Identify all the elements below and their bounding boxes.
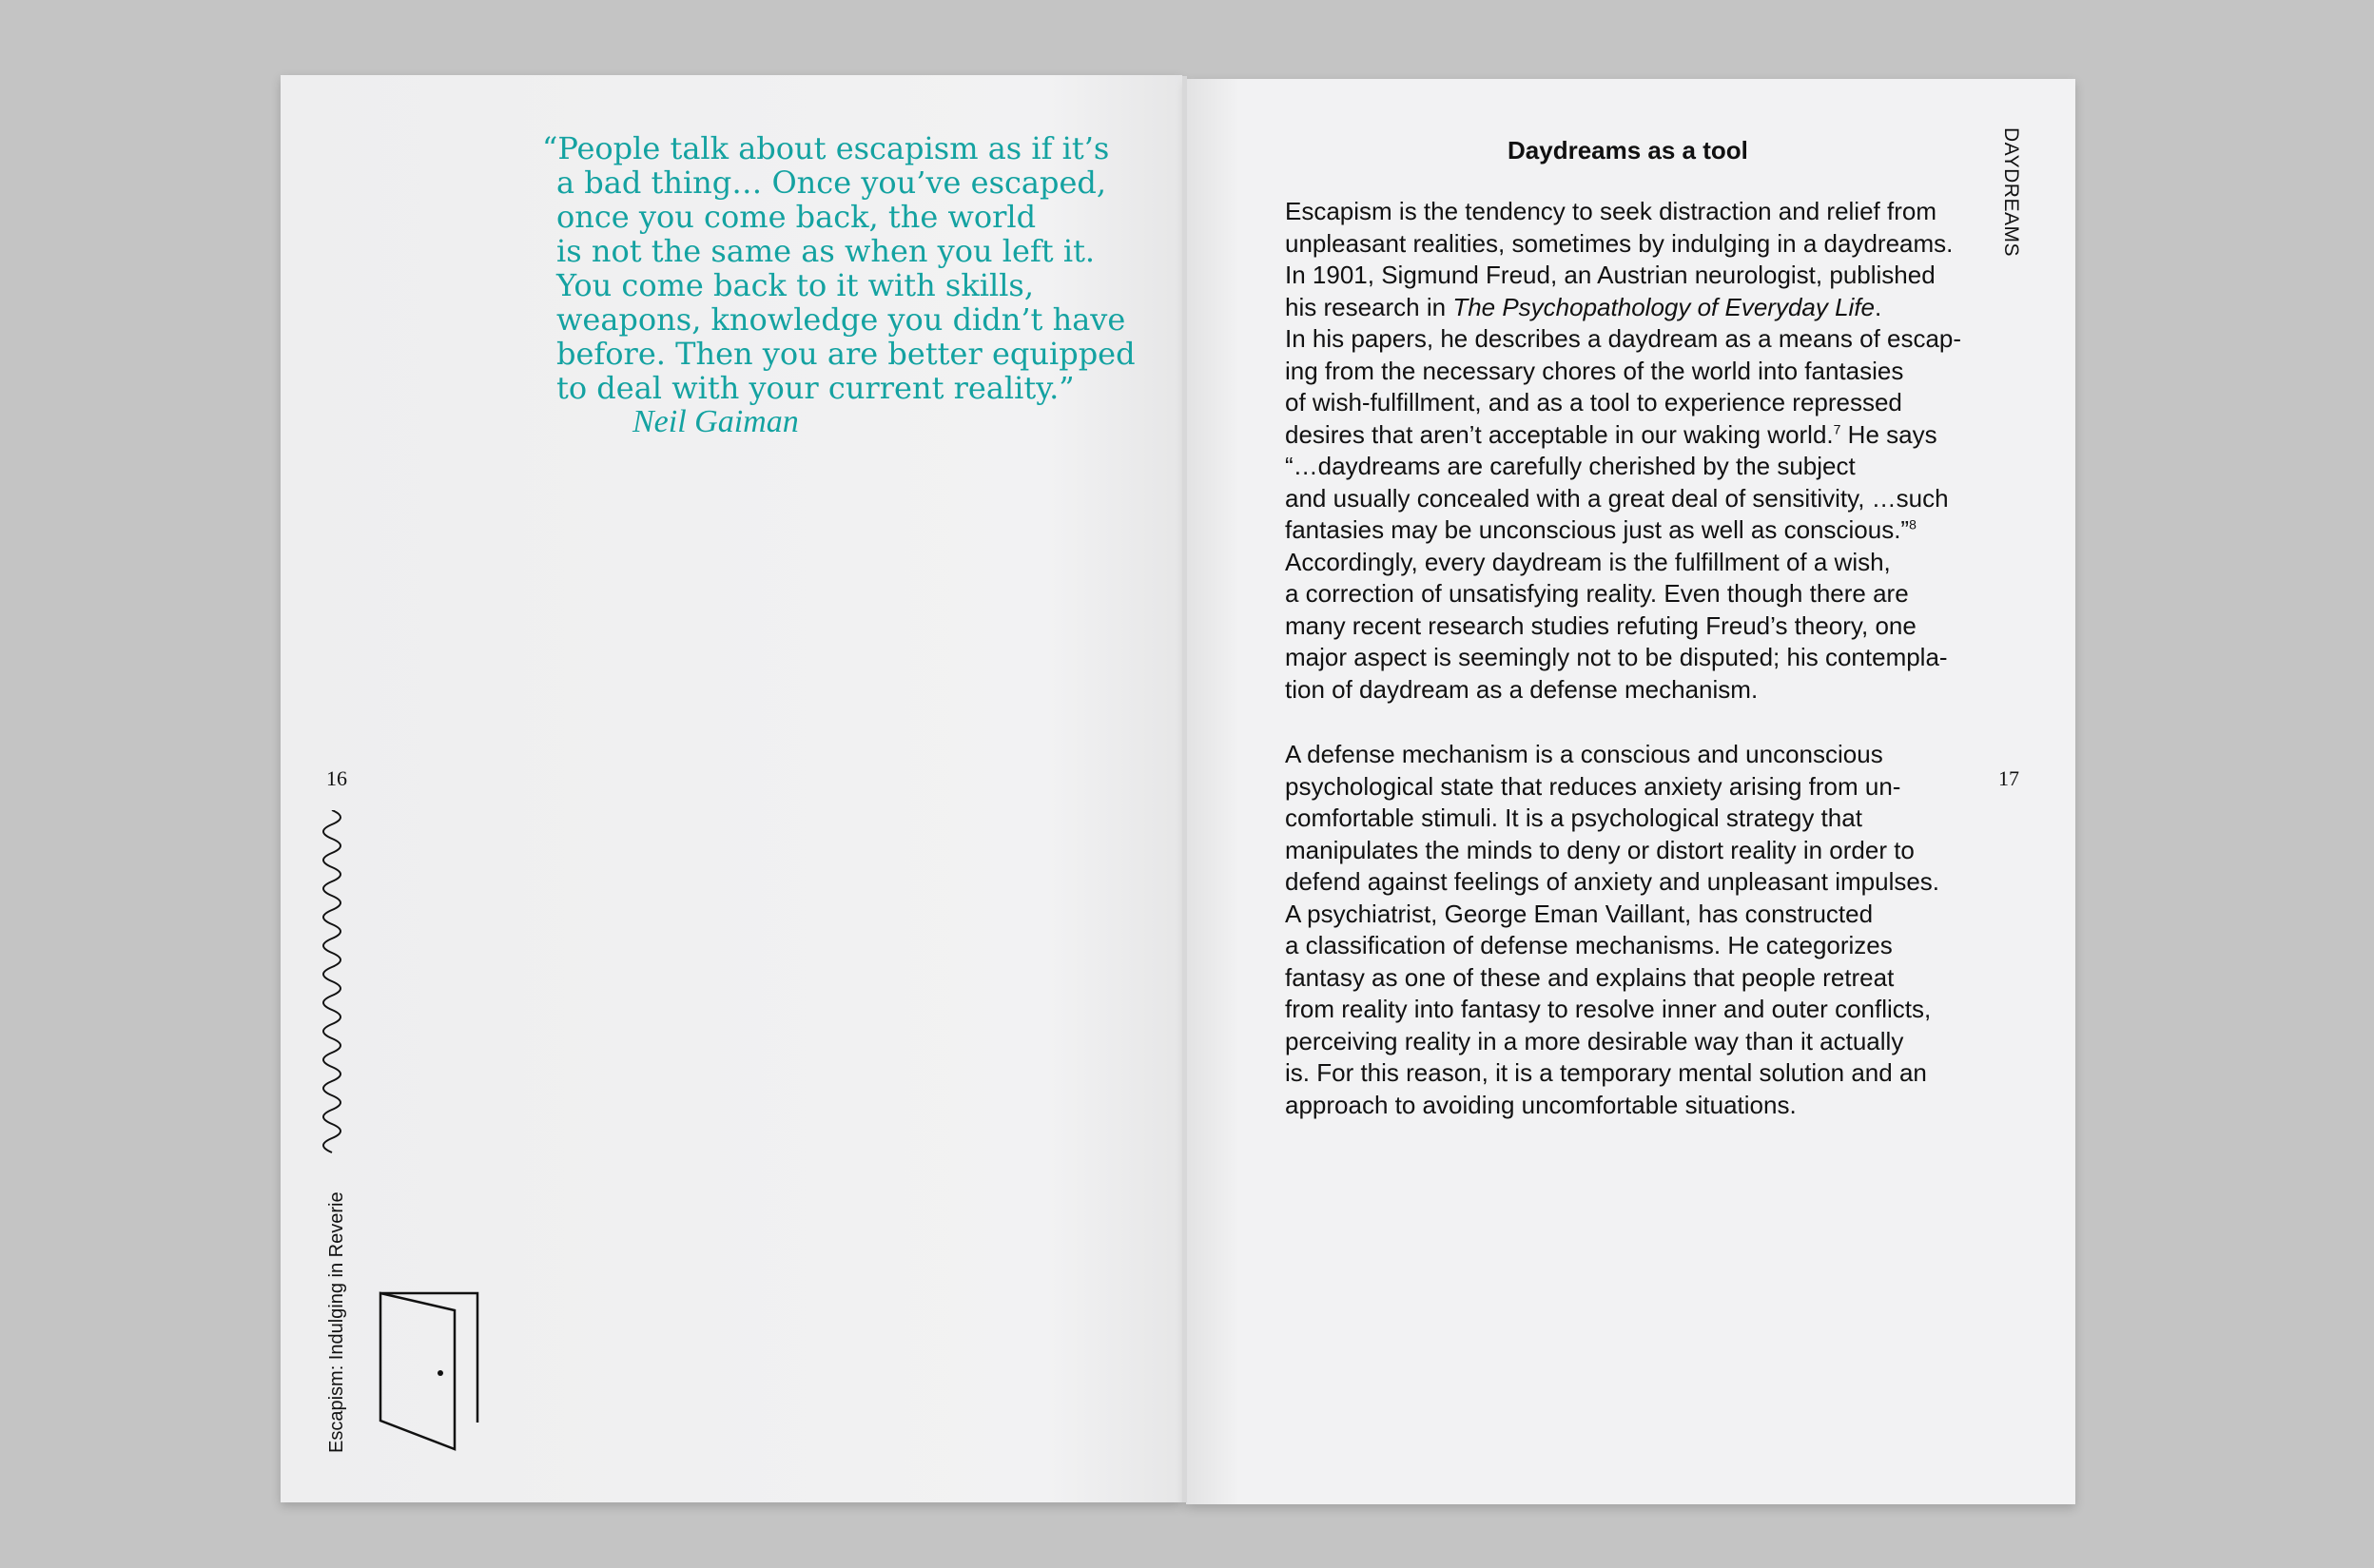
- quote-line: “People talk about escapism as if it’s: [542, 130, 1110, 166]
- text-run: fantasies may be unconscious just as well as conscious.”: [1285, 515, 1910, 544]
- body-paragraph-2: [1285, 739, 1984, 1121]
- text-line: Escapism is the tendency to seek distraction and relief from: [1285, 197, 1936, 225]
- quote-line: to deal with your current reality.”: [556, 370, 1075, 406]
- quote-author: Neil Gaiman: [632, 404, 799, 439]
- text-line: [1285, 292, 1984, 324]
- quote-line: weapons, knowledge you didn’t have: [556, 301, 1126, 338]
- quote-line: before. Then you are better equipped: [556, 336, 1136, 372]
- text-line: a classification of defense mechanisms. He categorizes: [1285, 931, 1893, 959]
- quote-line: is not the same as when you left it.: [556, 233, 1096, 269]
- text-line: defend against feelings of anxiety and unpleasant impulses.: [1285, 867, 1940, 896]
- text-run: desires that aren’t acceptable in our waking world.: [1285, 419, 1834, 449]
- text-line: In 1901, Sigmund Freud, an Austrian neurologist, published: [1285, 261, 1936, 289]
- text-line: a correction of unsatisfying reality. Even though there are: [1285, 579, 1909, 608]
- text-line: psychological state that reduces anxiety arising from un-: [1285, 771, 1901, 801]
- text-line: In his papers, he describes a daydream as a means of escap-: [1285, 324, 1962, 353]
- page-number-left: 16: [326, 766, 347, 790]
- text-line: manipulates the minds to deny or distort reality in order to: [1285, 835, 1915, 864]
- text-line: tion of daydream as a defense mechanism.: [1285, 674, 1759, 704]
- quote-line: once you come back, the world: [556, 199, 1037, 235]
- text-line: comfortable stimuli. It is a psychological strategy that: [1285, 803, 1862, 832]
- text-line: and usually concealed with a great deal of sensitivity, …such: [1285, 483, 1949, 513]
- text-run: He says: [1840, 419, 1937, 449]
- text-line: perceiving reality in a more desirable way than it actually: [1285, 1026, 1904, 1055]
- pull-quote: [542, 130, 1136, 439]
- quote-line: You come back to it with skills,: [556, 267, 1035, 303]
- book-spine: [1182, 76, 1187, 1502]
- book-title: The Psychopathology of Everyday Life: [1452, 292, 1876, 321]
- running-title: Escapism: Indulging in Reverie: [326, 1191, 347, 1453]
- text-line: of wish-fulfillment, and as a tool to experience repressed: [1285, 388, 1902, 416]
- text-line: A psychiatrist, George Eman Vaillant, has constructed: [1285, 899, 1874, 928]
- text-run: .: [1875, 292, 1882, 321]
- quote-line: a bad thing… Once you’ve escaped,: [556, 165, 1107, 201]
- text-line: approach to avoiding uncomfortable situations.: [1285, 1090, 1797, 1119]
- text-run: his research in: [1285, 292, 1453, 321]
- text-line: is. For this reason, it is a temporary mental solution and an: [1285, 1058, 1927, 1087]
- text-line: ing from the necessary chores of the world into fantasies: [1285, 356, 1904, 385]
- body-paragraph-1: [1285, 196, 1984, 706]
- page-number-right: 17: [1998, 766, 2019, 790]
- footnote-ref: 8: [1909, 516, 1917, 532]
- text-line: “…daydreams are carefully cherished by the subject: [1285, 452, 1856, 480]
- text-line: Accordingly, every daydream is the fulfillment of a wish,: [1285, 547, 1891, 576]
- text-line: fantasy as one of these and explains that people retreat: [1285, 962, 1895, 992]
- text-line: [1285, 419, 1984, 452]
- section-label: DAYDREAMS: [2000, 127, 2022, 257]
- open-door-icon: [379, 1289, 479, 1453]
- text-line: many recent research studies refuting Freud’s theory, one: [1285, 610, 1917, 640]
- wave-line-icon: [320, 810, 344, 1162]
- text-line: [1285, 514, 1984, 547]
- text-line: major aspect is seemingly not to be disputed; his contempla-: [1285, 643, 1948, 671]
- text-line: unpleasant realities, sometimes by indulging in a daydreams.: [1285, 228, 1954, 258]
- text-line: A defense mechanism is a conscious and unconscious: [1285, 740, 1883, 768]
- footnote-ref: 7: [1833, 420, 1841, 436]
- text-line: from reality into fantasy to resolve inner and outer conflicts,: [1285, 995, 1932, 1023]
- section-heading: Daydreams as a tool: [1508, 136, 1748, 165]
